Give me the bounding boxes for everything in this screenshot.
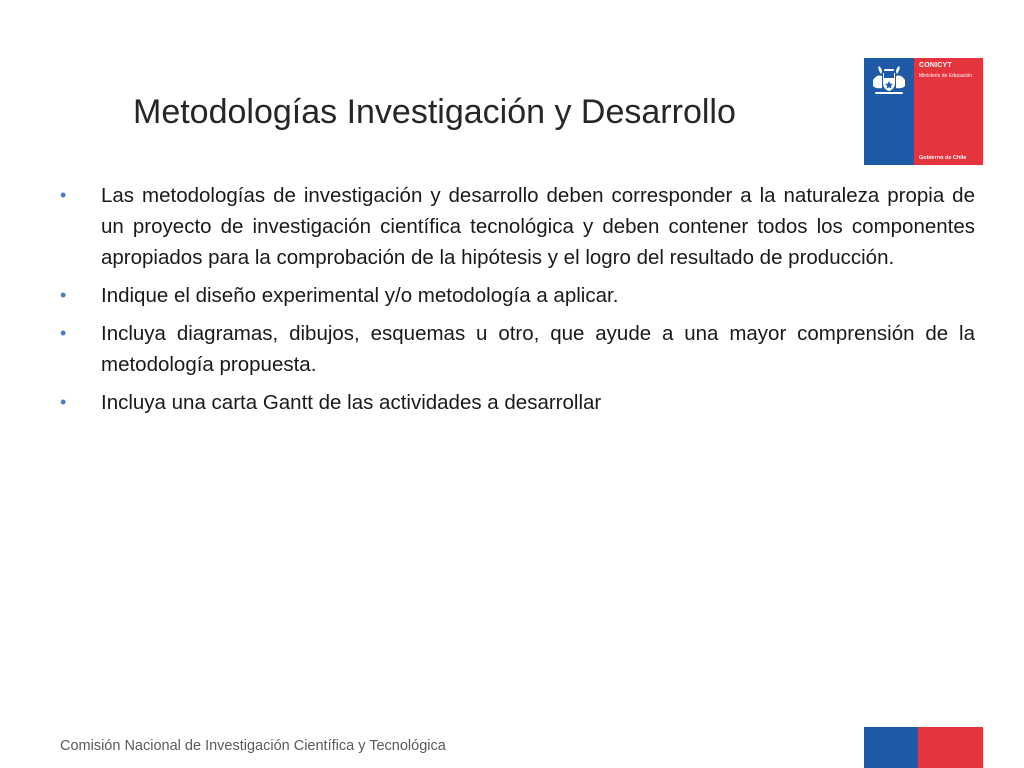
bullet-list — [60, 180, 975, 425]
logo-organization: CONICYT — [919, 62, 952, 69]
bullet-item — [60, 180, 975, 273]
footer-flag-blue — [864, 727, 918, 768]
bullet-text: Incluya una carta Gantt de las actividades a desarrollar — [101, 391, 602, 414]
coat-of-arms-icon — [869, 66, 909, 96]
bullet-icon: • — [60, 392, 67, 412]
bullet-text: Las metodologías de investigación y desarrollo deben corresponder a la naturaleza propia de un proyecto de investigación científica tecnológica y deben contener todos los componentes apropiados para la comprobación de la hipótesis y el logro del resultado de producción. — [101, 184, 975, 269]
bullet-icon: • — [60, 323, 67, 343]
slide-title: Metodologías Investigación y Desarrollo — [133, 93, 736, 131]
bullet-item — [60, 318, 975, 380]
footer-text: Comisión Nacional de Investigación Científica y Tecnológica — [60, 738, 446, 754]
bullet-item — [60, 280, 975, 311]
logo-government: Gobierno de Chile — [919, 155, 967, 161]
footer-flag — [864, 727, 983, 768]
bullet-icon: • — [60, 285, 67, 305]
footer-flag-red — [918, 727, 983, 768]
logo-red-panel — [914, 58, 983, 165]
bullet-item — [60, 387, 975, 418]
logo-blue-panel — [864, 58, 914, 165]
bullet-icon: • — [60, 185, 67, 205]
conicyt-logo — [864, 58, 983, 165]
logo-ministry: Ministerio de Educación — [919, 73, 973, 79]
bullet-text: Indique el diseño experimental y/o metodología a aplicar. — [101, 284, 619, 307]
bullet-text: Incluya diagramas, dibujos, esquemas u otro, que ayude a una mayor comprensión de la metodología propuesta. — [101, 322, 975, 376]
